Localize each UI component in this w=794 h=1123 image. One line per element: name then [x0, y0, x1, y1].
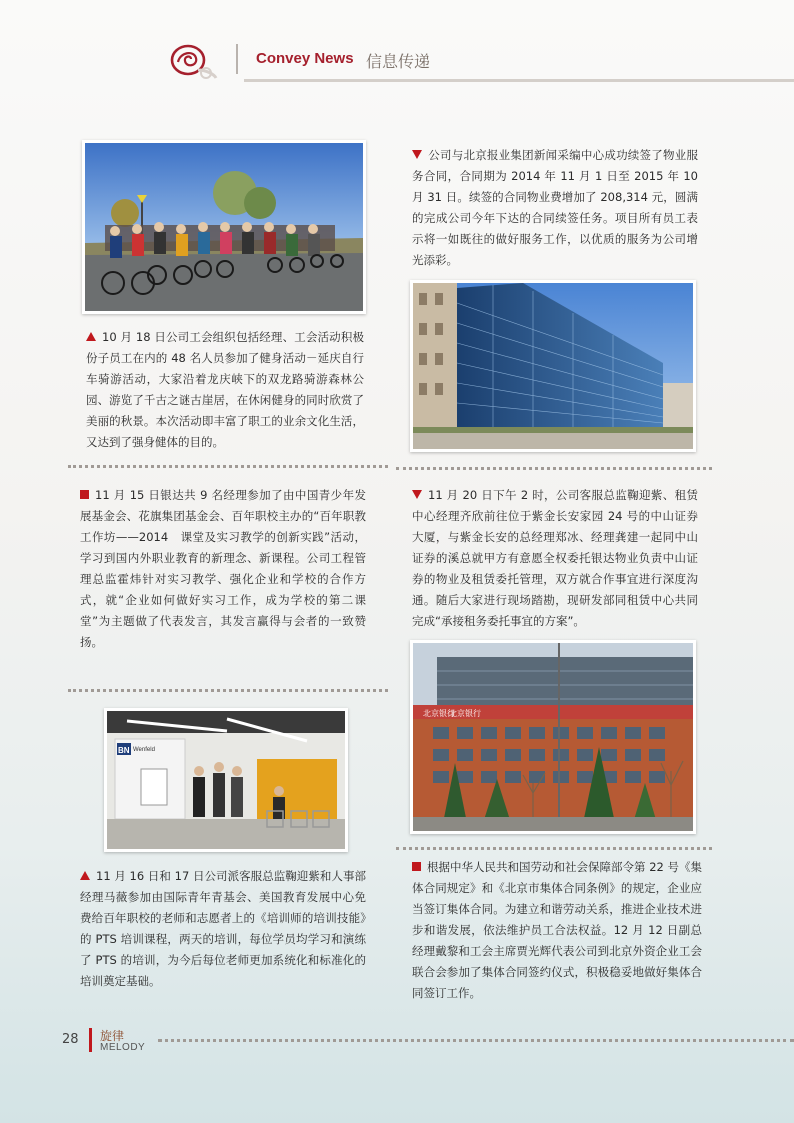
svg-text:北京银行: 北京银行	[449, 709, 481, 718]
office-building-photo	[410, 280, 696, 452]
securities-building-photo	[410, 640, 696, 834]
header-rule	[244, 79, 794, 82]
triangle-down-icon	[412, 490, 422, 499]
dotted-separator	[68, 689, 388, 692]
left-paragraph-3: 11 月 16 日和 17 日公司派客服总监鞠迎紫和人事部经理马薇参加由国际青年青基会、美国教育发展中心免费给百年职校的老师和志愿者上的《培训师的培训技能》的 PTS 培训课程，两天的培训，每位学员均学习和演练了 PTS 的培训，为今后每位老师更加系统化和标准化的培训奠定基础。	[80, 869, 366, 988]
right-paragraph-1: 公司与北京报业集团新闻采编中心成功续签了物业服务合同，合同期为 2014 年 11 月 1 日至 2015 年 10 月 31 日。续签的合同物业费增加了 208,314 元，圆满的完成公司今年下达的合同续签任务。项目所有员工表示将一如既往的做好服务工作，以优质的服务为公司增光添彩。	[412, 148, 698, 267]
right-paragraph-3: 根据中华人民共和国劳动和社会保障部令第 22 号《集体合同规定》和《北京市集体合同条例》的规定，企业应当签订集体合同。为建立和谐劳动关系，推进企业技术进步和谐发展，依法维护员工合法权益。12 月 12 日副总经理戴黎和工会主席贾光辉代表公司到北京外资企业工会联合会参加了集体合同签约仪式，积极稳妥地做好集体合同签订工作。	[412, 860, 702, 1000]
magazine-name-en: MELODY	[100, 1042, 146, 1053]
left-paragraph-2: 11 月 15 日银达共 9 名经理参加了由中国青少年发展基金会、花旗集团基金会、百年职校主办的“百年职教工作坊——2014 课堂及实习教学的创新实践”活动，学习到国内外职业教育的新理念、新课程。公司工程管理总监霍炜针对实习教学、强化企业和学校的合作方式，就“企业如何做好实习工作，成为学校的第二课堂”为主题做了代表发言，其发言赢得与会者的一致赞扬。	[80, 488, 366, 649]
section-title-cn: 信息传递	[366, 52, 431, 71]
triangle-down-icon	[412, 150, 422, 159]
svg-text:BN: BN	[118, 746, 130, 755]
header-divider	[236, 44, 238, 74]
svg-text:北京银行: 北京银行	[423, 709, 455, 718]
right-paragraph-2: 11 月 20 日下午 2 时，公司客服总监鞠迎紫、租赁中心经理齐欣前往位于紫金长安家园 24 号的中山证券大厦，与紫金长安的总经理郑冰、经理龚建一起同中山证券的溪总就甲方有意愿全权委托银达物业负责中山证券的物业及租赁委托管理，双方就合作事宜进行深度沟通。随后大家进行现场踏勘，现研发部同租赁中心共同完成“承接租务委托事宜的方案”。	[412, 488, 698, 628]
dotted-separator	[396, 847, 712, 850]
square-bullet-icon	[80, 490, 89, 499]
page-number: 28	[62, 1032, 79, 1047]
dotted-separator	[396, 467, 712, 470]
training-session-photo	[104, 708, 348, 852]
magazine-name-cn: 旋律	[100, 1029, 125, 1043]
left-paragraph-1: 10 月 18 日公司工会组织包括经理、工会活动积极份子员工在内的 48 名人员参加了健身活动－延庆自行车骑游活动，大家沿着龙庆峡下的双龙路骑游森林公园、游览了千古之谜古崖居，在休闲健身的同时欣赏了美丽的秋景。本次活动即丰富了职工的业余文化生活，又达到了强身健体的目的。	[86, 330, 364, 449]
square-bullet-icon	[412, 862, 421, 871]
triangle-up-icon	[80, 871, 90, 880]
footer-dotted-rule	[158, 1039, 794, 1042]
cycling-group-photo	[82, 140, 366, 314]
swirl-logo-icon	[168, 40, 220, 80]
dotted-separator	[68, 465, 388, 468]
triangle-up-icon	[86, 332, 96, 341]
svg-text:Wenfeld: Wenfeld	[133, 747, 155, 753]
section-title-en: Convey News	[256, 50, 354, 67]
footer-accent-bar	[89, 1028, 92, 1052]
